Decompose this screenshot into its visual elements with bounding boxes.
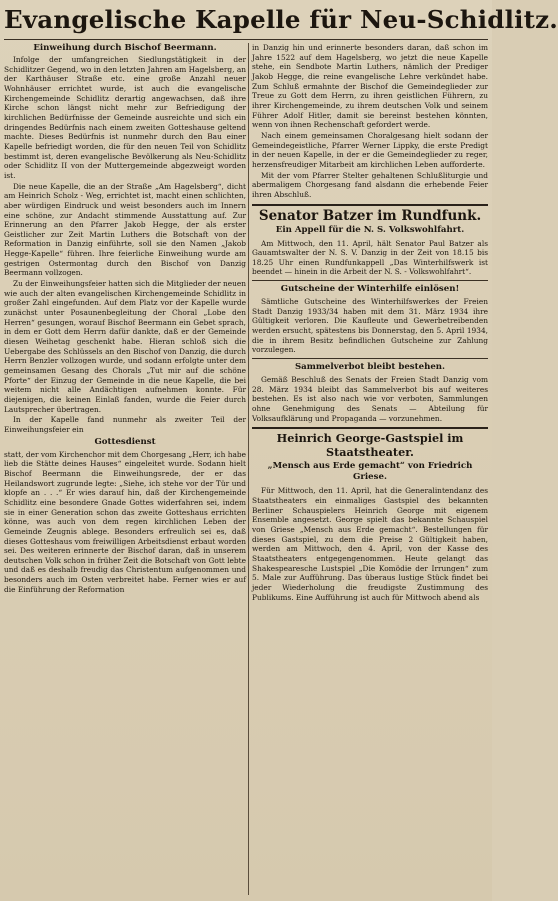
masthead-rule: [4, 39, 488, 40]
article-paragraph: in Danzig hin und erinnerte besonders daran, daß schon im Jahre 1522 auf dem Hagelsberg, wo jetzt die neue Kapelle stehe, ein Sendbote Martin Luthers, nämlich der Prediger Jakob Hegge, die reine evangelische Lehre verkündet habe. Zum Schluß ermahnte der Bischof die Gemeindeglieder zur Treue zu Gott dem Herrn, zu ihren geistlichen Führern, zu ihrer Kirchengemeinde, zu ihrem deutschen Volk und seinem Führer Adolf Hitler, damit sie bereinst bestehen könnten, wenn von ihnen Rechenschaft gefordert werde.: [252, 43, 488, 130]
article-headline: Sammelverbot bleibt bestehen.: [294, 362, 446, 373]
article-paragraph: Sämtliche Gutscheine des Winterhilfswerkes der Freien Stadt Danzig 1933/34 haben mit dem 31. März 1934 ihre Gültigkeit verloren. Die Kaufleute und Gewerbetreibenden werden ersucht, spätestens bis Donnerstag, den 5. April 1934, die in ihrem Besitz befindlichen Gutscheine zur Zahlung vorzulegen.: [252, 297, 488, 355]
article-paragraph: Infolge der umfangreichen Siedlungstätigkeit in der Schidlitzer Gegend, wo in den letzten Jahren am Hagelsberg, an der Karthäuser Straße etc. eine große Anzahl neuer Wohnhäuser errichtet wurde, ist auch die evangelische Kirchengemeinde Schidlitz derartig angewachsen, daß ihre Kirche schon längst nicht mehr zur Befriedigung der kirchlichen Bedürfnisse der Gemeinde ausreichte und sich ein dringendes Bedürfnis nach einem zweiten Gotteshause geltend machte. Dieses Bedürfnis ist nunmehr durch den Bau einer Kapelle befriedigt worden, die für den neuen Teil von Schidlitz bestimmt ist, deren evangelische Bevölkerung als Neu-Schidlitz oder Schidlitz II von der Muttergemeinde abgezweigt worden ist.: [4, 55, 246, 180]
left-column: [4, 43, 246, 897]
article-divider: [252, 204, 488, 206]
article-kicker: „Mensch aus Erde gemacht“ von Friedrich Griese.: [267, 461, 473, 483]
article-divider: [252, 280, 488, 281]
article-paragraph: Für Mittwoch, den 11. April, hat die Generalintendanz des Staatstheaters ein einmaliges Gastspiel des bekannten Berliner Schauspielers Heinrich George mit eigenem Ensemble angesetzt. George spielt das bekannte Schauspiel von Griese „Mensch aus Erde gemacht“. Bestellungen für dieses Gastspiel, zu dem die Preise 2 Gültigkeit haben, werden am Mittwoch, den 4. April, von der Kasse des Staatstheaters entgegengenommen. Heute gelangt das Shakespearesche Lustspiel „Die Komödie der Irrungen“ zum 5. Male zur Aufführung. Das überaus lustige Stück findet bei jeder Wiederholung die freudigste Zustimmung des Publikums. Eine Aufführung ist auch für Mittwoch abend als: [252, 486, 488, 602]
right-column: [252, 43, 488, 897]
section-heading: Gottesdienst: [94, 436, 156, 447]
article-paragraph: Gemäß Beschluß des Senats der Freien Stadt Danzig vom 28. März 1934 bleibt das Sammelverbot bis auf weiteres bestehen. Es ist also nach wie vor verboten, Sammlungen ohne Genehmigung des Senats — Abteilung für Volksaufklärung und Propaganda — vorzunehmen.: [252, 375, 488, 423]
article-paragraph: Nach einem gemeinsamen Choralgesang hielt sodann der Gemeindegeistliche, Pfarrer Werner Lippky, die erste Predigt in der neuen Kapelle, in der er die Gemeindeglieder zu reger, herzensfreudiger Mitarbeit am kirchlichen Leben aufforderte.: [252, 130, 488, 169]
article-kicker: Ein Appell für die N. S. Volkswohlfahrt.: [275, 224, 465, 235]
article-headline: Heinrich George-Gastspiel im Staatstheater.: [276, 431, 464, 459]
column-divider: [248, 43, 249, 895]
article-paragraph: In der Kapelle fand nunmehr als zweiter Teil der Einweihungsfeier ein: [4, 415, 246, 434]
article-headline: Gutscheine der Winterhilfe einlösen!: [280, 284, 460, 295]
article-headline: Senator Batzer im Rundfunk.: [258, 207, 482, 224]
article-paragraph: Am Mittwoch, den 11. April, hält Senator Paul Batzer als Gauamtswalter der N. S. V. Danzig in der Zeit von 18.15 bis 18.25 Uhr einen Rundfunkappell „Das Winterhilfswerk ist beendet — hinein in die Arbeit der N. S. - Volkswohlfahrt“.: [252, 238, 488, 277]
masthead-title: Evangelische Kapelle für Neu-Schidlitz.: [4, 5, 558, 34]
article-paragraph: Zu der Einweihungsfeier hatten sich die Mitglieder der neuen wie auch der alten evangelischen Kirchengemeinde Schidlitz in großer Zahl eingefunden. Auf dem Platz vor der Kapelle wurde zunächst unter Posaunenbegleitung der Choral „Lobe den Herren“ gesungen, worauf Bischof Beermann ein Gebet sprach, in dem er Gott dem Herrn dafür dankte, daß er der Gemeinde diesen Weihetag geschenkt habe. Hieran schloß sich die Uebergabe des Schlüssels an den Bischof von Danzig, die durch Herrn Benzler vollzogen wurde, und sodann erfolgte unter dem gemeinsamen Gesang des Chorals „Tut mir auf die schöne Pforte“ der Einzug der Gemeinde in die neue Kapelle, die bei weitem nicht alle Andächtigen aufnehmen konnte. Für diejenigen, die keinen Einlaß fanden, wurde die Feier durch Lautsprecher übertragen.: [4, 279, 246, 414]
article-divider: [252, 427, 488, 429]
article-paragraph: Die neue Kapelle, die an der Straße „Am Hagelsberg“, dicht am Heinrich Scholz - Weg, errichtet ist, macht einen schlichten, aber würdigen Eindruck und weist besonders auch im Innern eine schöne, zur Andacht stimmende Ausstattung auf. Zur Erinnerung an den Pfarrer Jakob Hegge, der als erster Geistlicher zur Zeit Martin Luthers die Botschaft von der Reformation in Danzig einführte, soll sie den Namen „Jakob Hegge-Kapelle“ führen. Ihre feierliche Einweihung wurde am gestrigen Ostermontag durch den Bischof von Danzig Beermann vollzogen.: [4, 181, 246, 278]
article-divider: [252, 358, 488, 359]
article-subtitle: Einweihung durch Bischof Beermann.: [33, 43, 217, 53]
article-paragraph: Mit der vom Pfarrer Stelter gehaltenen Schlußliturgie und abermaligem Chorgesang fand alsdann die erhebende Feier ihren Abschluß.: [252, 170, 488, 199]
article-paragraph: statt, der vom Kirchenchor mit dem Chorgesang „Herr, ich habe lieb die Stätte deines Hauses“ eingeleitet wurde. Sodann hielt Bischof Beermann die Einweihungsrede, der er das Heilandswort zugrunde legte: „Siehe, ich stehe vor der Tür und klopfe an . . .“ Er wies darauf hin, daß der Kirchengemeinde Schidlitz eine besondere Gnade Gottes widerfahren sei, indem sie in einer Generation schon das zweite Gotteshaus errichten könne, was auch von dem regen kirchlichen Leben der Gemeinde Zeugnis ablege. Besonders erfreulich sei es, daß dieses Gotteshaus vom freiwilligen Arbeitsdienst erbaut worden sei. Des weiteren erinnerte der Bischof daran, daß in unserem deutschen Volk schon in früher Zeit die Botschaft von Gott lebte und daß es deshalb freudig das Christentum aufgenommen und besonders auch im Osten verbreitet habe. Ferner wies er auf die Einführung der Reformation: [4, 449, 246, 594]
